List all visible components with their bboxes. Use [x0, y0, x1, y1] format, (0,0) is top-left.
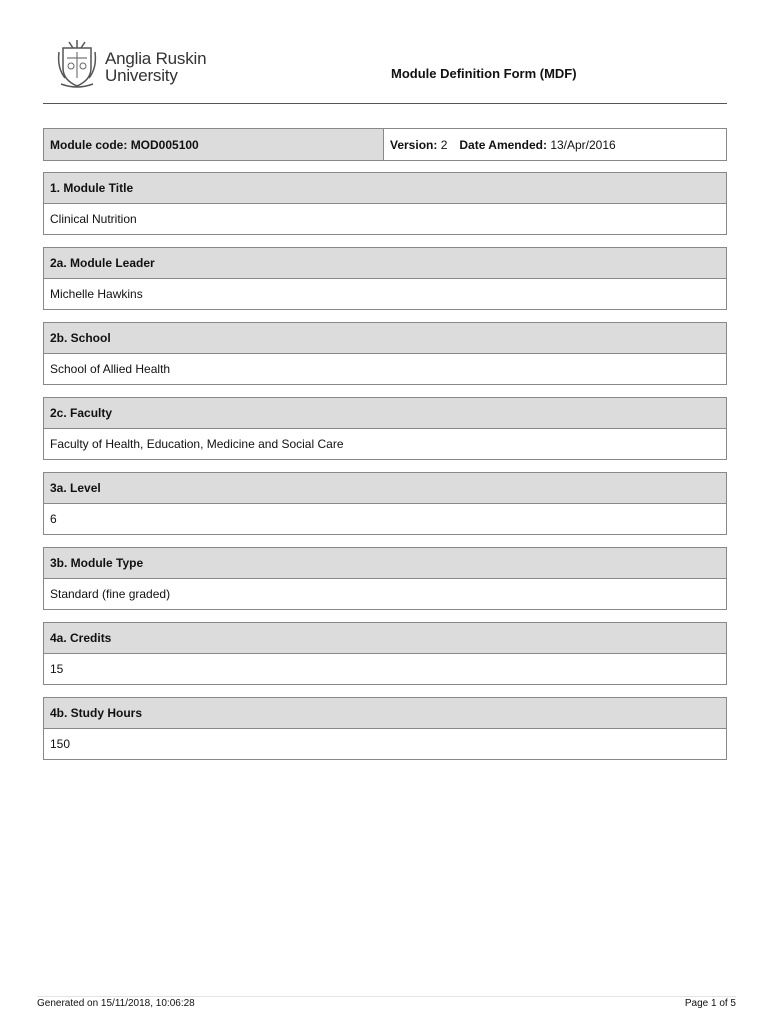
- version-label: Version:: [390, 137, 438, 152]
- section-faculty: [43, 397, 727, 460]
- generated-timestamp: Generated on 15/11/2018, 10:06:28: [37, 998, 195, 1009]
- section-credits: [43, 622, 727, 685]
- section-heading: 2c. Faculty: [44, 398, 726, 429]
- date-amended-label: Date Amended:: [459, 137, 547, 152]
- section-heading: 3b. Module Type: [44, 548, 726, 579]
- module-code-value: MOD005100: [130, 137, 199, 152]
- section-heading: 4b. Study Hours: [44, 698, 726, 729]
- section-level: [43, 472, 727, 535]
- university-logo: [55, 38, 215, 90]
- page-number: Page 1 of 5: [684, 998, 736, 1009]
- form-title: Module Definition Form (MDF): [391, 66, 577, 81]
- section-value: Clinical Nutrition: [50, 212, 137, 226]
- section-heading: 3a. Level: [44, 473, 726, 504]
- section-value: Faculty of Health, Education, Medicine and Social Care: [50, 437, 344, 451]
- page-footer: [37, 996, 736, 1009]
- module-code-box: [43, 128, 727, 161]
- logo-line-2: University: [105, 66, 178, 85]
- section-value: 150: [50, 737, 71, 751]
- header-divider: [43, 103, 727, 104]
- section-value: Michelle Hawkins: [50, 287, 143, 301]
- section-value: 15: [50, 662, 64, 676]
- university-crest-icon: [55, 38, 99, 88]
- section-heading: 4a. Credits: [44, 623, 726, 654]
- section-module-leader: [43, 247, 727, 310]
- section-value: Standard (fine graded): [50, 587, 171, 601]
- section-value: School of Allied Health: [50, 362, 171, 376]
- university-name: [105, 50, 206, 84]
- section-heading: 1. Module Title: [44, 173, 726, 204]
- section-school: [43, 322, 727, 385]
- version-cell: [384, 129, 726, 160]
- module-code-label: Module code:: [50, 137, 128, 152]
- section-module-type: [43, 547, 727, 610]
- version-value: 2: [440, 137, 448, 152]
- section-heading: 2b. School: [44, 323, 726, 354]
- section-module-title: [43, 172, 727, 235]
- module-code-cell: [44, 129, 384, 160]
- section-heading: 2a. Module Leader: [44, 248, 726, 279]
- section-value: 6: [50, 512, 57, 526]
- section-study-hours: [43, 697, 727, 760]
- date-amended-value: 13/Apr/2016: [550, 137, 616, 152]
- logo-line-1: Anglia Ruskin: [105, 49, 207, 68]
